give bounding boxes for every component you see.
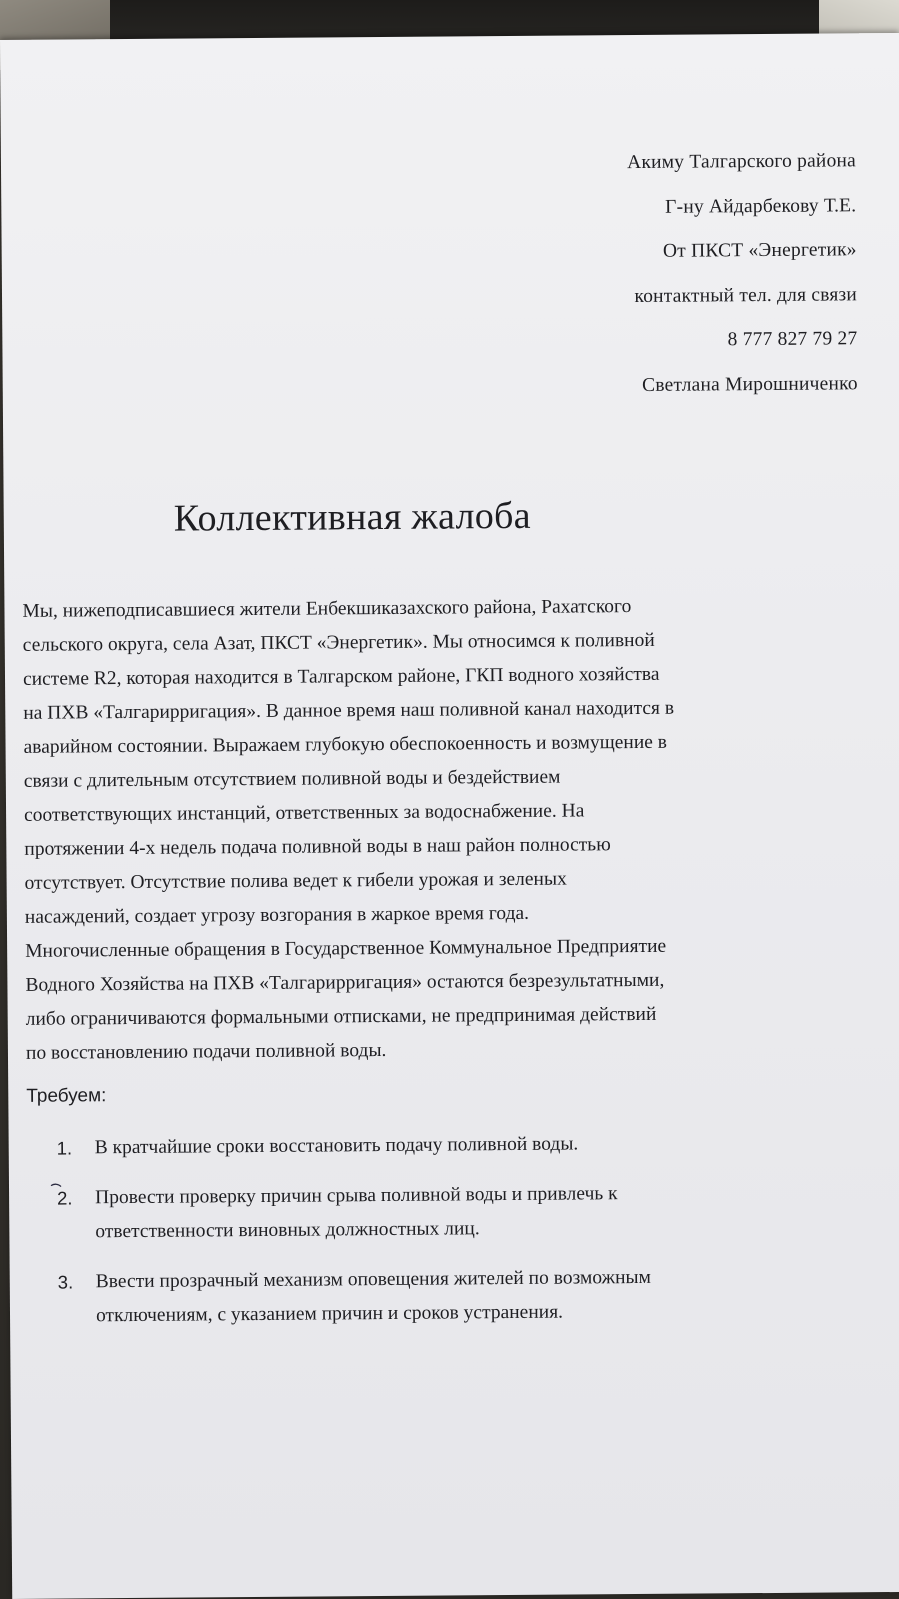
addressee-line: Г-ну Айдарбекову Т.Е. (665, 194, 857, 218)
body-line: отсутствует. Отсутствие полива ведет к гибели урожая и зеленых (24, 868, 567, 894)
body-line: либо ограничиваются формальными отписками, не предпринимая действий (25, 1003, 657, 1030)
sheet-content (0, 33, 899, 1599)
demand-text (95, 1127, 579, 1165)
demand-line: ответственности виновных должностных лиц. (95, 1218, 480, 1243)
demand-number: 3. (57, 1271, 74, 1293)
body-line: соответствующих инстанций, ответственных за водоснабжение. На (24, 800, 585, 826)
complaint-sheet (0, 33, 899, 1599)
body-line: Многочисленные обращения в Государственное Коммунальное Предприятие (25, 935, 667, 962)
demand-line: Провести проверку причин срыва поливной воды и привлечь к (95, 1183, 618, 1209)
contact-label: контактный тел. для связи (634, 284, 858, 307)
body-line: Мы, нижеподписавшиеся жители Енбекшиказахского района, Рахатского (22, 596, 632, 622)
pen-mark-icon (50, 1183, 66, 1195)
demand-item (57, 1125, 877, 1165)
body-line: системе R2, которая находится в Талгарском районе, ГКП водного хозяйства (22, 663, 660, 690)
contact-name: Светлана Мирошниченко (642, 373, 858, 396)
body-line: по восстановлению подачи поливной воды. (25, 1039, 387, 1064)
body-line: связи с длительным отсутствием поливной воды и бездействием (23, 766, 561, 792)
body-line: на ПХВ «Талгарирригация». В данное время наш поливной канал находится в (23, 697, 675, 724)
body-line: протяжении 4-х недель подача поливной воды в наш район полностью (24, 834, 611, 860)
contact-phone: 8 777 827 79 27 (727, 328, 858, 351)
demands-heading: Требуем: (26, 1085, 107, 1107)
demand-line: В кратчайшие сроки восстановить подачу поливной воды. (94, 1133, 579, 1159)
demand-item (58, 1259, 879, 1333)
demand-item (57, 1175, 878, 1249)
body-line: Водного Хозяйства на ПХВ «Талгарирригация» остаются безрезультатными, (25, 969, 665, 996)
demands-list (57, 1125, 879, 1349)
sender-line: От ПКСТ «Энергетик» (662, 239, 857, 262)
body-line: аварийном состоянии. Выражаем глубокую обеспокоенность и возмущение в (23, 731, 668, 758)
demand-number: 2. (57, 1187, 73, 1209)
demand-line: Ввести прозрачный механизм оповещения жителей по возможным (95, 1266, 651, 1293)
demand-text (95, 1177, 618, 1249)
demand-line: отключениям, с указанием причин и сроков устранения. (95, 1301, 564, 1327)
body-line: сельского округа, села Азат, ПКСТ «Энергетик». Мы относимся к поливной (22, 629, 655, 656)
demand-number: 1. (56, 1137, 73, 1159)
addressee-line: Акиму Талгарского района (627, 150, 857, 174)
addressee-block (627, 139, 858, 408)
demand-text (96, 1261, 652, 1333)
complaint-body (22, 588, 888, 1071)
body-line: насаждений, создает угрозу возгорания в жаркое время года. (24, 902, 530, 928)
document-title: Коллективная жалоба (173, 494, 532, 540)
